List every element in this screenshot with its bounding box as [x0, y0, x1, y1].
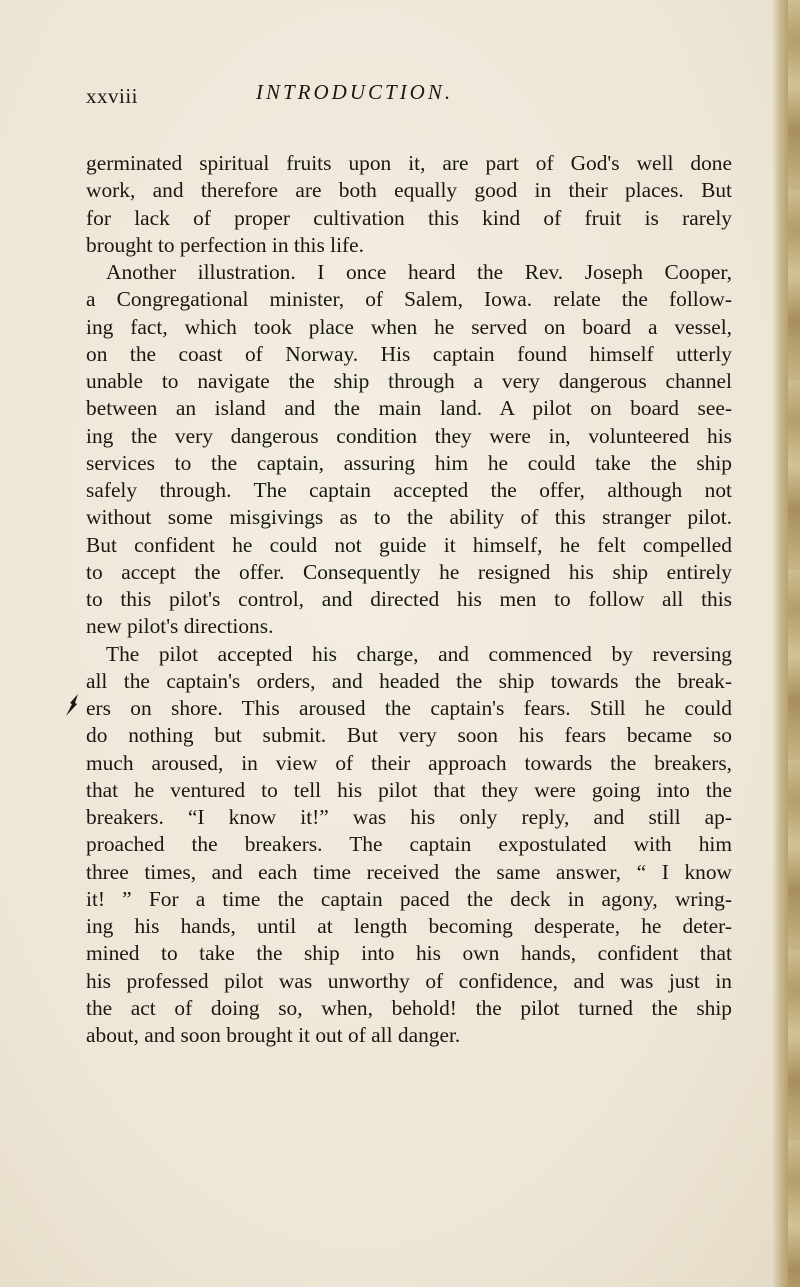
text-line: a Congregational minister, of Salem, Iowa. relate the follow-: [86, 287, 732, 312]
text-line: safely through. The captain accepted the offer, although not: [86, 478, 732, 502]
text-line: proached the breakers. The captain expostulated with him: [86, 832, 732, 857]
text-line: to this pilot's control, and directed his men to follow all this: [86, 587, 732, 611]
text-line: ing fact, which took place when he served on board a vessel,: [86, 314, 732, 339]
text-line: mined to take the ship into his own hands, confident that: [86, 941, 732, 966]
text-line: much aroused, in view of their approach towards the breakers,: [86, 750, 732, 775]
text-line: new pilot's directions.: [86, 614, 274, 639]
text-line: germinated spiritual fruits upon it, are part of God's well done: [86, 151, 732, 175]
text-line: unable to navigate the ship through a very dangerous channel: [86, 369, 732, 393]
ink-blot-icon: [62, 692, 84, 718]
text-line: The pilot accepted his charge, and commenced by reversing: [106, 641, 732, 666]
text-line: ing the very dangerous condition they were in, volunteered his: [86, 423, 732, 448]
text-line: for lack of proper cultivation this kind of fruit is rarely: [86, 205, 732, 230]
text-line: do nothing but submit. But very soon his fears became so: [86, 723, 732, 748]
running-head: INTRODUCTION.: [256, 80, 454, 104]
text-line: his professed pilot was unworthy of confidence, and was just in: [86, 968, 732, 993]
text-line: the act of doing so, when, behold! the pilot turned the ship: [86, 995, 732, 1020]
text-line: without some misgivings as to the ability of this stranger pilot.: [86, 505, 732, 530]
text-line: to accept the offer. Consequently he resigned his ship entirely: [86, 559, 732, 584]
text-line: all the captain's orders, and headed the ship towards the break-: [86, 668, 732, 693]
text-line: it! ” For a time the captain paced the deck in agony, wring-: [86, 886, 732, 911]
text-line: But confident he could not guide it himself, he felt compelled: [86, 532, 732, 557]
text-line: three times, and each time received the same answer, “ I know: [86, 859, 732, 884]
body-text: [86, 150, 732, 1049]
text-line: on the coast of Norway. His captain found himself utterly: [86, 341, 732, 366]
page-edge-stain: [788, 0, 800, 1287]
text-line: that he ventured to tell his pilot that they were going into the: [86, 777, 732, 802]
text-line: breakers. “I know it!” was his only reply, and still ap-: [86, 805, 732, 829]
text-line: about, and soon brought it out of all danger.: [86, 1023, 461, 1047]
page-number: xxviii: [86, 84, 139, 108]
text-line: brought to perfection in this life.: [86, 232, 365, 257]
text-line: ers on shore. This aroused the captain's fears. Still he could: [86, 696, 732, 720]
text-line: Another illustration. I once heard the Rev. Joseph Cooper,: [106, 260, 732, 284]
text-line: between an island and the main land. A pilot on board see-: [86, 396, 732, 421]
text-line: work, and therefore are both equally good in their places. But: [86, 178, 732, 203]
page-header: [86, 80, 746, 114]
text-line: services to the captain, assuring him he could take the ship: [86, 450, 732, 475]
text-line: ing his hands, until at length becoming desperate, he deter-: [86, 914, 732, 938]
